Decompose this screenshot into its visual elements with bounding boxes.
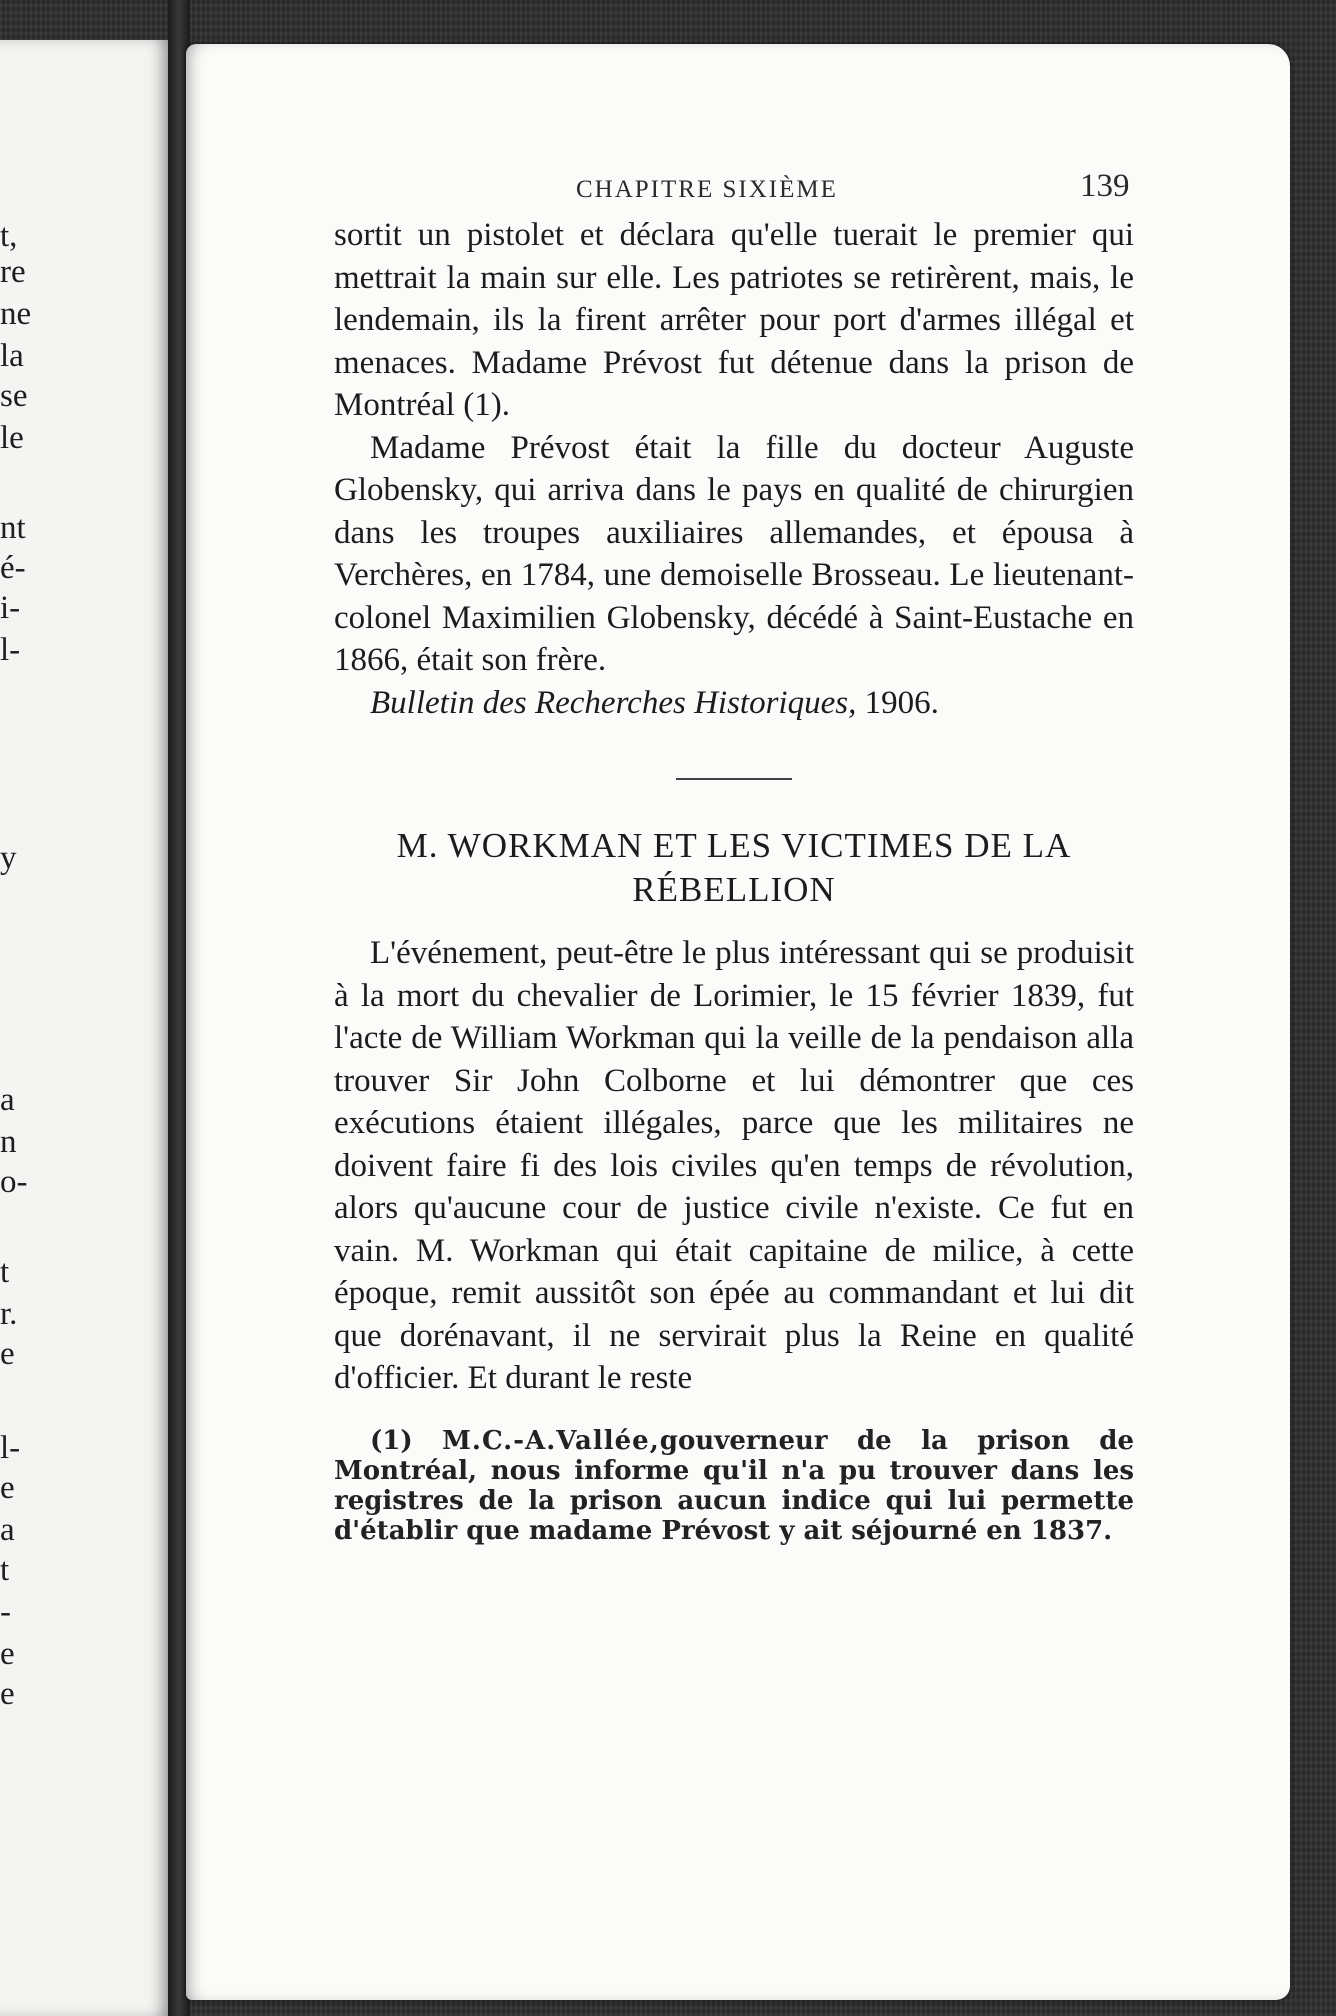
left-page-fragment: i- [0, 590, 21, 626]
left-page-fragment: t [0, 1254, 10, 1290]
left-page-fragment: l- [0, 632, 21, 668]
left-page-fragment: e [0, 1676, 15, 1712]
left-page-fragment: e [0, 1636, 15, 1672]
footnote-text: gouverneur de la prison de Montréal, nous informe qu'il n'a pu trouver dans les registres de la prison aucun indice qui lui permette d'établir que madame Prévost y ait séjourné en 1837. [334, 1425, 1134, 1546]
left-page-fragment: re [0, 254, 26, 290]
section-divider [676, 778, 792, 780]
citation-year: 1906. [856, 684, 939, 721]
left-page-fragment: a [0, 1512, 15, 1548]
left-page-fragment: l- [0, 1430, 21, 1466]
left-page-fragment: o- [0, 1164, 28, 1200]
left-facing-page [0, 40, 172, 2016]
section-title-line-1: M. WORKMAN ET LES VICTIMES DE LA [396, 826, 1072, 865]
running-head: CHAPITRE SIXIÈME [576, 176, 838, 203]
left-page-fragment: é- [0, 550, 26, 586]
left-page-fragment: e [0, 1336, 15, 1372]
paragraph-1: sortit un pistolet et déclara qu'elle tuerait le premier qui mettrait la main sur elle. Les patriotes se retirèrent, mais, le lendemain, ils la firent arrêter pour port d'armes illégal et menaces. Madame Prévost fut détenue dans la prison de Montréal (1). [334, 217, 1134, 423]
left-page-fragment: a [0, 1082, 15, 1118]
paragraph-2: Madame Prévost était la fille du docteur Auguste Globensky, qui arriva dans le pays en qualité de chirurgien dans les troupes auxiliaires allemandes, et épousa à Verchères, en 1784, une demoiselle Brosseau. Le lieutenant-colonel Maximilien Globensky, décédé à Saint-Eustache en 1866, était son frère. [334, 429, 1134, 678]
left-page-fragment: la [0, 338, 24, 374]
page-text [334, 214, 1134, 1572]
left-page-fragment: nt [0, 510, 26, 546]
left-page-fragment: e [0, 1470, 15, 1506]
footnote [334, 1426, 1134, 1546]
section-title-line-2: RÉBELLION [632, 870, 836, 909]
left-page-fragment: t, [0, 218, 18, 254]
left-page-fragment: n [0, 1124, 17, 1160]
book-page [186, 44, 1290, 2000]
left-page-fragment: t [0, 1552, 10, 1588]
footnote-name: M.C.-A.Vallée, [442, 1425, 660, 1456]
left-page-fragment: y [0, 840, 17, 876]
paragraph-3: L'événement, peut-être le plus intéressant qui se produisit à la mort du chevalier de Lorimier, le 15 février 1839, fut l'acte de William Workman qui la veille de la pendaison alla trouver Sir John Colborne et lui démontrer que ces exécutions étaient illégales, parce que les militaires ne doivent faire fi des lois civiles qu'en temps de révolution, alors qu'aucune cour de justice civile n'existe. Ce fut en vain. M. Workman qui était capitaine de milice, à cette époque, remit aussitôt son épée au commandant et lui dit que dorénavant, il ne servirait plus la Reine en qualité d'officier. Et durant le reste [334, 935, 1134, 1396]
left-page-fragment: se [0, 378, 28, 414]
page-header [186, 168, 1290, 218]
left-page-fragment: ne [0, 296, 32, 332]
left-page-fragment: - [0, 1594, 11, 1630]
section-title [334, 824, 1134, 912]
left-page-fragment: r. [0, 1296, 18, 1332]
page-number: 139 [1080, 168, 1130, 204]
citation-title: Bulletin des Recherches Historiques, [370, 684, 857, 721]
footnote-mark: (1) [370, 1425, 413, 1456]
left-page-fragment: le [0, 420, 24, 456]
source-citation [334, 682, 1134, 725]
